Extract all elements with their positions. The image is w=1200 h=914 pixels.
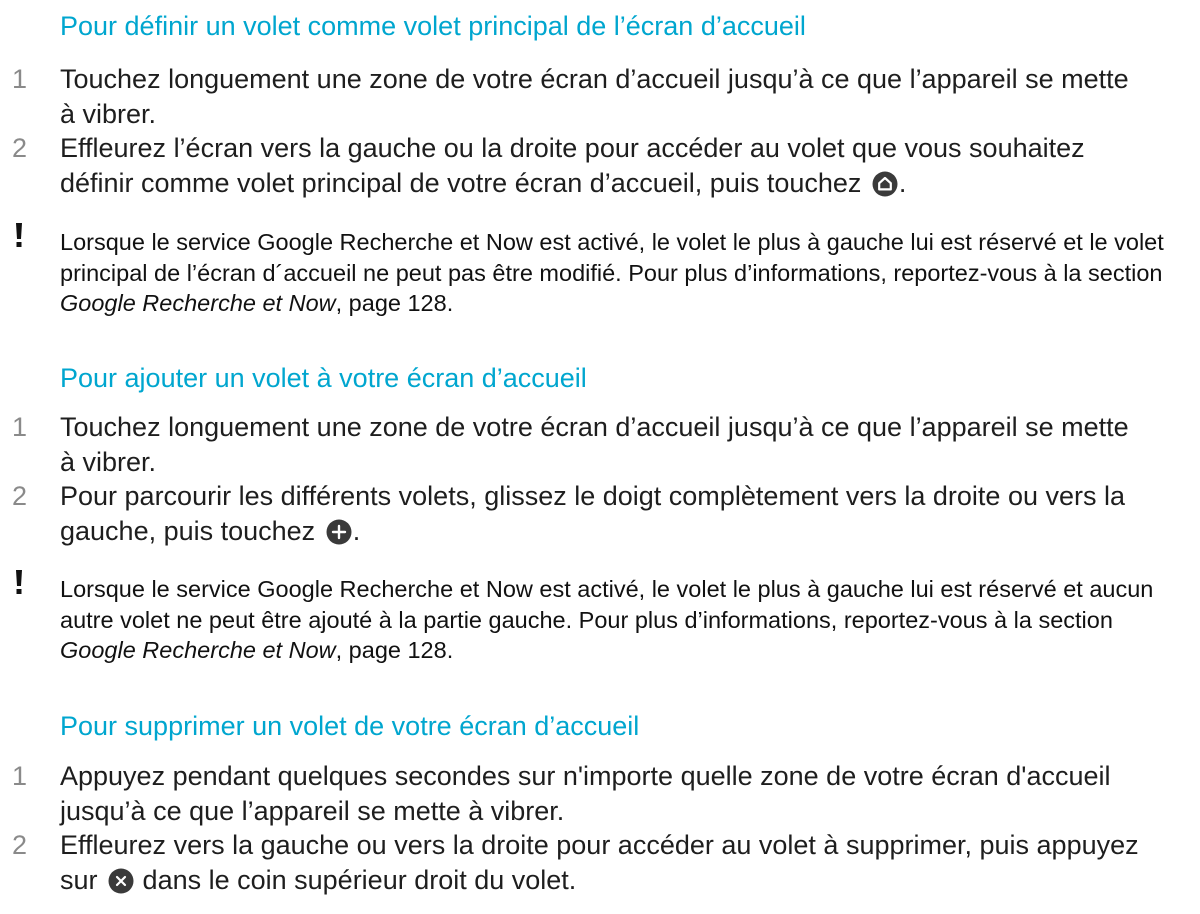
note-text <box>60 227 1195 319</box>
exclamation-icon <box>9 219 29 253</box>
step-text-before: Pour parcourir les différents volets, glissez le doigt complètement vers la droite ou vers la gauche, puis touchez <box>60 481 1125 546</box>
step-number: 2 <box>12 481 28 511</box>
step-number: 1 <box>12 761 28 791</box>
section-heading: Pour supprimer un volet de votre écran d’accueil <box>60 711 640 741</box>
exclamation-icon <box>9 566 29 600</box>
step-number: 2 <box>12 133 28 163</box>
step-text-before: Effleurez vers la gauche ou vers la droite pour accéder au volet à supprimer, puis appuyez sur <box>60 830 1139 895</box>
step-text <box>60 479 1150 549</box>
step-number: 1 <box>12 412 28 442</box>
section-heading: Pour ajouter un volet à votre écran d’accueil <box>60 363 587 393</box>
step-text: Touchez longuement une zone de votre écran d’accueil jusqu’à ce que l’appareil se mette à vibrer. <box>60 64 1129 129</box>
step-number: 2 <box>12 830 28 860</box>
note-text-after: , page 128. <box>335 637 454 663</box>
remove-icon <box>108 868 134 894</box>
note-text-after: , page 128. <box>335 290 454 316</box>
note-text <box>60 574 1195 666</box>
home-icon <box>872 171 898 197</box>
step-number: 1 <box>12 64 28 94</box>
add-icon <box>326 519 352 545</box>
step-text-after: dans le coin supérieur droit du volet. <box>142 865 577 895</box>
step-text <box>60 828 1150 898</box>
step-text: Appuyez pendant quelques secondes sur n'importe quelle zone de votre écran d'accueil jusqu’à ce que l’appareil se mette à vibrer. <box>60 761 1111 826</box>
step-text-after: . <box>352 516 361 546</box>
step-text-before: Effleurez l’écran vers la gauche ou la droite pour accéder au volet que vous souhaitez définir comme volet principal de votre écran d’accueil, puis touchez <box>60 133 1085 198</box>
note-text-before: Lorsque le service Google Recherche et Now est activé, le volet le plus à gauche lui est réservé et le volet principal de l’écran d´accueil ne peut pas être modifié. Pour plus d’informations, reportez-vous à la section <box>60 229 1164 286</box>
step-text: Touchez longuement une zone de votre écran d’accueil jusqu’à ce que l’appareil se mette à vibrer. <box>60 412 1129 477</box>
section-reference: Google Recherche et Now <box>60 290 336 316</box>
section-reference: Google Recherche et Now <box>60 637 336 663</box>
section-heading: Pour définir un volet comme volet principal de l’écran d’accueil <box>60 11 806 41</box>
step-text <box>60 131 1150 201</box>
step-text-after: . <box>898 168 907 198</box>
note-text-before: Lorsque le service Google Recherche et Now est activé, le volet le plus à gauche lui est réservé et aucun autre volet ne peut être ajouté à la partie gauche. Pour plus d’informations, reportez-vous à la section <box>60 576 1154 633</box>
